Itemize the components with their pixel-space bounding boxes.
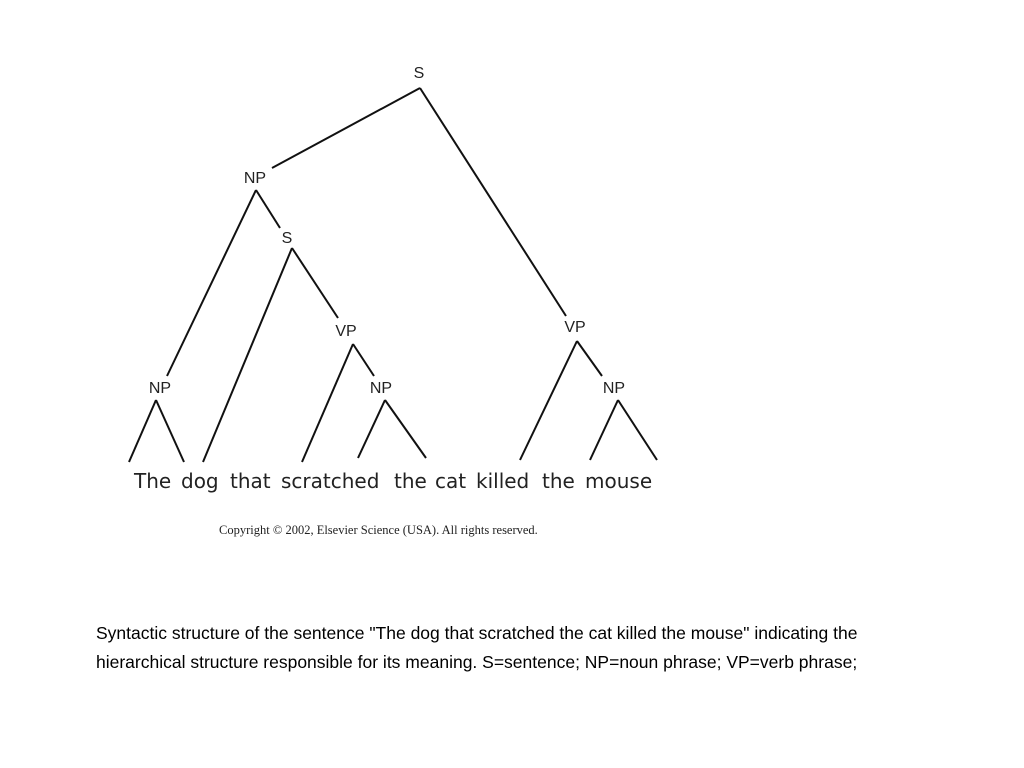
branch-root-to-main-vp <box>420 88 566 316</box>
branch-main-obj-np-to-mouse <box>618 400 657 460</box>
branch-subject-np-to-relative-s <box>256 190 280 228</box>
figure-caption <box>96 619 996 677</box>
caption-line-1: Syntactic structure of the sentence "The dog that scratched the cat killed the mouse" indicating the <box>96 623 858 643</box>
tree-branches <box>129 88 657 462</box>
word: mouse <box>585 469 653 493</box>
sentence-words <box>133 469 652 493</box>
node-relative-vp: VP <box>335 323 357 340</box>
branch-head-np-to-dog <box>156 400 184 462</box>
branch-relative-obj-np-to-cat <box>385 400 426 458</box>
branch-main-obj-np-to-the <box>590 400 618 460</box>
branch-subject-np-to-head-np <box>167 190 256 376</box>
branch-relative-s-to-that <box>203 248 292 462</box>
caption-line-2: hierarchical structure responsible for its meaning. S=sentence; NP=noun phrase; VP=verb phrase; <box>96 652 858 672</box>
node-subject-np: NP <box>243 170 267 187</box>
branch-head-np-to-the <box>129 400 156 462</box>
node-relative-s: S <box>281 230 293 247</box>
branch-relative-s-to-vp <box>292 248 338 318</box>
node-main-obj-np: NP <box>602 380 626 397</box>
node-main-vp: VP <box>564 319 586 336</box>
branch-relative-vp-to-np <box>353 344 374 376</box>
tree-node-labels <box>149 65 625 397</box>
node-relative-obj-np: NP <box>369 380 393 397</box>
copyright-notice: Copyright © 2002, Elsevier Science (USA). All rights reserved. <box>219 523 538 537</box>
word: cat <box>435 469 467 493</box>
branch-relative-vp-to-scratched <box>302 344 353 462</box>
branch-main-vp-to-np <box>577 341 602 376</box>
word: that <box>230 469 271 493</box>
branch-root-to-subject-np <box>272 88 420 168</box>
word: the <box>542 469 575 493</box>
branch-relative-obj-np-to-the <box>358 400 385 458</box>
node-subject-head-np: NP <box>148 380 172 397</box>
word: scratched <box>281 469 380 493</box>
node-root-s: S <box>413 65 425 82</box>
branch-main-vp-to-killed <box>520 341 577 460</box>
word: the <box>394 469 427 493</box>
word: The <box>134 469 172 493</box>
word: dog <box>181 469 219 493</box>
word: killed <box>476 469 530 493</box>
